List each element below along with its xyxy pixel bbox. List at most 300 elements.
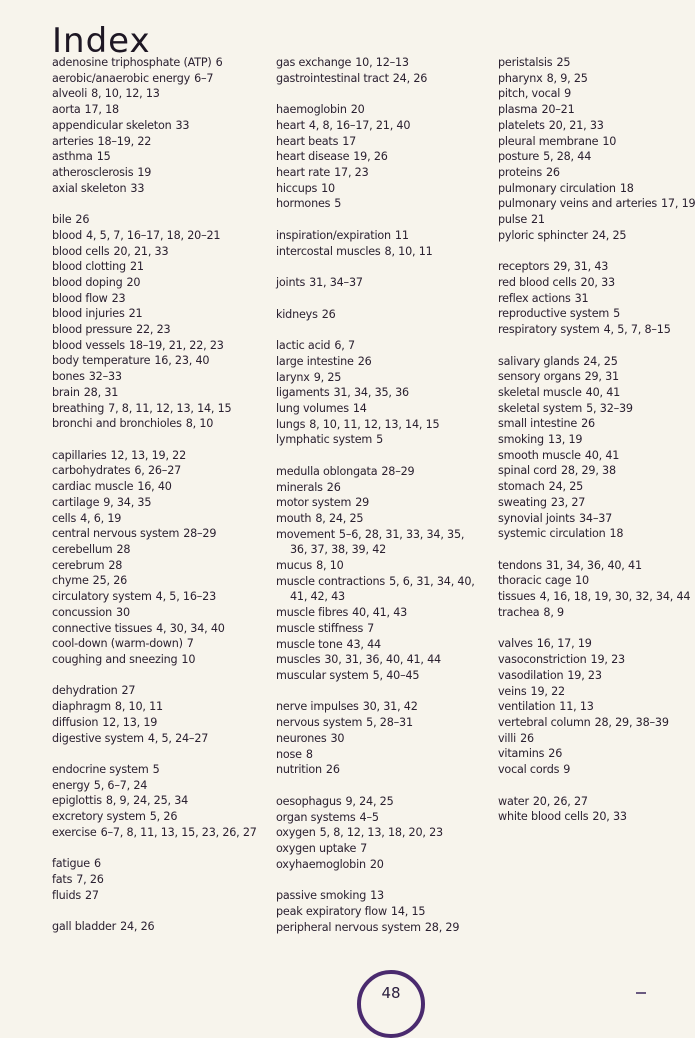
index-term: heart <box>276 118 305 132</box>
index-pages: 5, 6–7, 24 <box>93 778 148 792</box>
index-term: nose <box>276 747 302 761</box>
index-column-2 <box>276 55 506 951</box>
index-entry <box>276 149 506 165</box>
index-term: ligaments <box>276 386 330 400</box>
index-term: epiglottis <box>52 794 102 808</box>
index-entry <box>498 684 687 700</box>
index-pages: 30 <box>116 605 130 619</box>
index-pages: 6, 26–27 <box>134 464 182 478</box>
index-term: atherosclerosis <box>52 165 134 179</box>
index-pages: 20 <box>350 103 365 117</box>
index-entry <box>276 841 506 857</box>
index-entry <box>276 621 506 637</box>
index-entry <box>498 809 687 825</box>
index-entry <box>52 102 282 118</box>
index-letter-group <box>276 228 506 259</box>
index-term: bile <box>52 213 72 227</box>
index-letter-group <box>52 55 282 196</box>
index-term: circulatory system <box>52 590 152 604</box>
index-pages: 4, 5, 7, 8–15 <box>603 323 671 337</box>
index-entry <box>498 259 687 275</box>
index-entry <box>52 778 282 794</box>
index-term: peak expiratory flow <box>276 904 387 918</box>
index-term: vitamins <box>498 747 545 761</box>
index-term: thoracic cage <box>498 574 572 588</box>
index-pages: 40, 41 <box>585 385 621 399</box>
index-term: nutrition <box>276 763 322 777</box>
index-term: vasoconstriction <box>498 653 587 667</box>
index-pages: 26 <box>75 213 90 227</box>
index-pages: 5, 28–31 <box>366 716 413 730</box>
index-entry <box>52 511 282 527</box>
index-entry <box>52 86 282 102</box>
index-entry <box>52 558 282 574</box>
index-term: connective tissues <box>52 621 153 635</box>
index-term: ventilation <box>498 700 556 714</box>
index-pages: 6–7, 8, 11, 13, 15, 23, 26, 27 <box>100 825 257 839</box>
index-entry <box>498 416 687 432</box>
index-term: blood cells <box>52 244 110 258</box>
index-pages: 5 <box>334 197 342 211</box>
index-term: blood injuries <box>52 307 125 321</box>
index-term: central nervous system <box>52 527 180 541</box>
index-term: joints <box>276 276 306 290</box>
index-term: nervous system <box>276 716 363 730</box>
index-entry <box>498 196 695 212</box>
index-pages: 16, 40 <box>137 480 172 494</box>
index-pages: 30, 31, 36, 40, 41, 44 <box>324 653 441 667</box>
index-entry <box>276 244 506 260</box>
index-term: sweating <box>498 495 547 509</box>
index-pages: 8, 10, 11, 12, 13, 14, 15 <box>309 417 440 431</box>
index-entry <box>498 589 691 605</box>
index-entry <box>52 385 282 401</box>
index-pages: 27 <box>84 888 99 902</box>
index-entry <box>52 353 282 369</box>
index-pages: 30, 31, 42 <box>362 700 418 714</box>
index-entry <box>52 479 282 495</box>
index-term: blood <box>52 228 83 242</box>
index-pages: 4, 30, 34, 40 <box>156 621 225 635</box>
index-entry <box>498 636 687 652</box>
index-entry <box>498 385 687 401</box>
index-entry <box>52 809 282 825</box>
index-column-3 <box>498 55 695 841</box>
index-term: small intestine <box>498 417 578 431</box>
index-letter-group <box>276 338 506 448</box>
index-term: bronchi and bronchioles <box>52 417 182 431</box>
index-term: gas exchange <box>276 56 352 69</box>
index-entry <box>276 857 506 873</box>
index-term: pulmonary veins and arteries <box>498 197 658 211</box>
index-pages: 18 <box>609 527 624 541</box>
index-entry <box>498 715 687 731</box>
index-pages: 12, 13, 19, 22 <box>110 448 186 462</box>
index-term: vasodilation <box>498 668 564 682</box>
index-pages: 28 <box>108 558 123 572</box>
index-entry <box>52 259 282 275</box>
index-letter-group <box>276 55 506 86</box>
index-entry <box>52 448 282 464</box>
index-pages: 14 <box>352 401 367 415</box>
index-letter-group <box>52 919 282 935</box>
index-entry <box>498 275 687 291</box>
index-pages: 26 <box>581 417 595 431</box>
index-pages: 26 <box>321 307 336 321</box>
index-entry <box>498 652 687 668</box>
index-entry <box>52 401 282 417</box>
index-entry <box>52 118 282 134</box>
index-term: hiccups <box>276 181 318 195</box>
index-entry <box>276 794 506 810</box>
index-pages: 5, 28, 44 <box>543 150 592 164</box>
index-entry <box>52 793 282 809</box>
index-entry <box>276 888 506 904</box>
index-pages-continued: 41, 42, 43 <box>290 590 345 604</box>
page-title: Index <box>52 20 151 61</box>
index-letter-group <box>276 307 506 323</box>
index-term: excretory system <box>52 810 146 824</box>
index-pages: 16, 23, 40 <box>154 354 210 368</box>
index-term: blood doping <box>52 275 123 289</box>
index-entry <box>276 55 506 71</box>
index-term: villi <box>498 731 517 745</box>
index-pages: 20–21 <box>541 103 575 117</box>
index-entry <box>276 275 506 291</box>
index-term: dehydration <box>52 684 118 698</box>
index-pages: 8, 24, 25 <box>315 511 364 525</box>
index-entry <box>276 558 506 574</box>
index-term: capillaries <box>52 448 107 462</box>
index-letter-group <box>276 464 506 684</box>
index-pages: 24, 25 <box>583 354 618 368</box>
index-entry <box>276 762 506 778</box>
index-entry <box>276 511 506 527</box>
index-entry <box>498 511 687 527</box>
index-entry <box>498 102 687 118</box>
index-entry <box>276 102 506 118</box>
index-entry <box>52 762 282 778</box>
index-term: neurones <box>276 731 327 745</box>
index-term: brain <box>52 385 80 399</box>
index-term: aorta <box>52 103 81 117</box>
index-pages: 28, 29 <box>424 920 460 934</box>
index-entry <box>498 794 687 810</box>
index-entry <box>498 354 687 370</box>
index-entry <box>276 527 506 558</box>
index-entry <box>52 542 282 558</box>
index-pages: 8, 10, 11 <box>384 244 433 258</box>
index-entry <box>276 134 506 150</box>
index-pages: 8, 9, 24, 25, 34 <box>105 794 189 808</box>
index-letter-group <box>276 794 506 873</box>
index-entry <box>498 291 687 307</box>
index-entry <box>498 134 687 150</box>
index-entry <box>276 118 506 134</box>
index-term: coughing and sneezing <box>52 652 178 666</box>
index-term: carbohydrates <box>52 464 131 478</box>
index-term: exercise <box>52 825 97 839</box>
index-entry <box>276 747 506 763</box>
index-entry <box>498 369 687 385</box>
index-entry <box>52 605 282 621</box>
index-pages: 8, 10, 11 <box>114 700 163 714</box>
index-pages: 13, 19 <box>547 433 583 447</box>
index-term: mucus <box>276 559 313 573</box>
index-entry <box>52 495 282 511</box>
index-term: salivary glands <box>498 354 580 368</box>
index-pages: 28 <box>116 542 131 556</box>
index-term: systemic circulation <box>498 527 606 541</box>
index-entry <box>498 212 687 228</box>
index-pages: 43, 44 <box>346 637 381 651</box>
index-entry <box>498 181 687 197</box>
index-term: oxygen <box>276 826 316 840</box>
index-pages: 19, 26 <box>353 150 388 164</box>
index-entry <box>276 637 506 653</box>
index-term: blood flow <box>52 291 108 305</box>
index-pages: 20, 21, 33 <box>113 244 169 258</box>
index-letter-group <box>498 55 695 243</box>
index-entry <box>276 354 506 370</box>
decorative-mark <box>636 992 646 994</box>
index-term: axial skeleton <box>52 181 127 195</box>
index-entry <box>52 621 282 637</box>
index-pages: 19, 23 <box>590 653 625 667</box>
index-entry <box>52 71 282 87</box>
index-term: oesophagus <box>276 794 342 808</box>
index-entry <box>498 448 687 464</box>
index-term: water <box>498 794 529 808</box>
index-letter-group <box>498 794 687 825</box>
index-entry <box>498 401 687 417</box>
index-entry <box>498 149 687 165</box>
index-entry <box>276 385 506 401</box>
index-entry <box>498 86 687 102</box>
index-entry <box>52 888 282 904</box>
index-entry <box>52 322 282 338</box>
index-entry <box>52 149 282 165</box>
index-pages: 9 <box>564 87 572 101</box>
index-term: diaphragm <box>52 700 111 714</box>
index-entry <box>498 55 687 71</box>
index-entry <box>52 652 282 668</box>
index-pages: 9, 25 <box>313 370 342 384</box>
index-pages: 14, 15 <box>390 904 426 918</box>
index-pages: 10 <box>321 181 335 195</box>
index-term: cerebellum <box>52 542 113 556</box>
index-pages: 11 <box>394 228 409 242</box>
index-term: appendicular skeleton <box>52 118 172 132</box>
index-pages: 26 <box>548 747 563 761</box>
index-pages: 8, 10, 12, 13 <box>91 87 160 101</box>
index-entry <box>276 417 506 433</box>
index-pages: 18–19, 21, 22, 23 <box>128 338 224 352</box>
index-entry <box>498 463 687 479</box>
index-term: cardiac muscle <box>52 480 134 494</box>
index-term: muscle tone <box>276 637 343 651</box>
index-entry <box>52 573 282 589</box>
index-entry <box>498 746 687 762</box>
index-entry <box>498 306 687 322</box>
index-term: plasma <box>498 103 538 117</box>
index-entry <box>52 244 282 260</box>
index-term: bones <box>52 370 85 384</box>
index-pages: 26 <box>325 763 340 777</box>
index-term: vertebral column <box>498 715 591 729</box>
index-pages: 4, 16, 18, 19, 30, 32, 34, 44 <box>539 590 691 604</box>
index-term: muscle fibres <box>276 606 349 620</box>
index-pages: 4, 6, 19 <box>80 511 122 525</box>
index-term: trachea <box>498 605 540 619</box>
index-pages: 20, 33 <box>580 275 615 289</box>
index-pages: 7 <box>186 637 194 651</box>
index-term: body temperature <box>52 354 151 368</box>
index-pages: 32–33 <box>88 370 122 384</box>
index-entry <box>276 731 506 747</box>
index-entry <box>498 118 687 134</box>
index-term: fats <box>52 873 73 887</box>
index-entry <box>52 306 282 322</box>
index-entry <box>52 526 282 542</box>
index-entry <box>276 480 506 496</box>
index-entry <box>498 573 687 589</box>
index-pages: 20, 21, 33 <box>548 118 604 132</box>
index-term: smooth muscle <box>498 448 581 462</box>
index-letter-group <box>276 275 506 291</box>
index-pages: 26 <box>357 354 372 368</box>
index-pages: 10 <box>181 652 196 666</box>
index-pages: 18–19, 22 <box>97 134 152 148</box>
index-entry <box>276 196 506 212</box>
index-term: organ systems <box>276 810 356 824</box>
index-term: inspiration/expiration <box>276 228 391 242</box>
index-term: diffusion <box>52 715 99 729</box>
index-pages: 26 <box>520 731 534 745</box>
index-term: cerebrum <box>52 558 105 572</box>
index-pages: 40, 41 <box>584 448 620 462</box>
index-pages: 5, 32–39 <box>586 401 633 415</box>
index-pages: 9, 34, 35 <box>103 495 152 509</box>
index-letter-group <box>52 683 282 746</box>
index-pages: 24, 26 <box>120 920 155 934</box>
index-pages: 20, 26, 27 <box>532 794 588 808</box>
index-term: pleural membrane <box>498 134 599 148</box>
index-term: oxygen uptake <box>276 841 357 855</box>
index-pages: 6, 7 <box>334 339 355 353</box>
index-entry <box>498 526 687 542</box>
index-entry <box>276 920 506 936</box>
index-term: medulla oblongata <box>276 464 378 478</box>
index-pages: 25, 26 <box>92 574 128 588</box>
index-letter-group <box>276 888 506 935</box>
index-entry <box>498 495 687 511</box>
index-pages: 4, 5, 24–27 <box>147 731 209 745</box>
index-pages: 5, 6, 31, 34, 40, <box>389 574 475 588</box>
index-entry <box>52 212 282 228</box>
index-term: skeletal system <box>498 401 583 415</box>
index-term: cells <box>52 511 77 525</box>
index-column-1 <box>52 55 282 951</box>
index-term: valves <box>498 637 533 651</box>
index-term: aerobic/anaerobic energy <box>52 71 191 85</box>
page-number: 48 <box>381 984 401 1002</box>
index-pages: 31 <box>574 291 589 305</box>
index-pages: 25 <box>556 56 571 69</box>
index-term: pharynx <box>498 71 543 85</box>
index-pages: 7 <box>367 621 375 635</box>
index-term: peristalsis <box>498 56 553 69</box>
index-pages: 4, 8, 16–17, 21, 40 <box>308 118 411 132</box>
index-entry <box>276 495 506 511</box>
index-pages: 28, 29, 38–39 <box>594 715 669 729</box>
index-entry <box>52 181 282 197</box>
index-pages: 17, 19 <box>661 197 695 211</box>
index-term: endocrine system <box>52 763 149 777</box>
index-term: motor system <box>276 496 352 510</box>
index-entry <box>52 872 282 888</box>
index-pages: 7, 8, 11, 12, 13, 14, 15 <box>108 401 232 415</box>
index-term: proteins <box>498 165 542 179</box>
index-pages: 11, 13 <box>559 700 594 714</box>
index-pages: 28–29 <box>183 527 217 541</box>
index-entry <box>276 652 506 668</box>
index-term: respiratory system <box>498 323 600 337</box>
index-pages: 30 <box>330 731 345 745</box>
index-term: hormones <box>276 197 331 211</box>
index-pages: 24, 25 <box>548 480 584 494</box>
index-entry <box>52 463 282 479</box>
index-pages: 10 <box>575 574 589 588</box>
index-entry <box>276 338 506 354</box>
index-entry <box>52 291 282 307</box>
index-term: muscle stiffness <box>276 621 364 635</box>
index-letter-group <box>52 212 282 432</box>
index-pages: 5, 26 <box>149 810 178 824</box>
index-pages: 19, 23 <box>567 668 602 682</box>
index-pages: 8, 10 <box>316 559 344 573</box>
index-pages: 13 <box>370 889 384 903</box>
index-pages: 29, 31 <box>584 370 619 384</box>
index-term: gastrointestinal tract <box>276 71 389 85</box>
index-letter-group <box>498 259 687 338</box>
index-pages: 20, 33 <box>592 810 627 824</box>
index-term: fatigue <box>52 857 90 871</box>
index-letter-group <box>276 699 506 778</box>
index-pages: 20 <box>126 275 141 289</box>
index-entry <box>276 228 506 244</box>
index-entry <box>498 731 687 747</box>
index-term: receptors <box>498 260 550 274</box>
index-pages: 19 <box>137 165 152 179</box>
index-letter-group <box>276 102 506 212</box>
index-entry <box>52 715 282 731</box>
index-pages: 5, 40–45 <box>372 668 420 682</box>
index-pages: 9 <box>563 763 571 777</box>
index-term: heart rate <box>276 166 331 180</box>
index-entry <box>276 810 506 826</box>
index-entry <box>498 228 687 244</box>
index-pages: 21 <box>129 260 144 274</box>
index-term: arteries <box>52 134 94 148</box>
index-entry <box>52 55 282 71</box>
index-term: heart beats <box>276 134 339 148</box>
index-pages: 31, 34, 35, 36 <box>333 386 409 400</box>
index-term: movement <box>276 527 335 541</box>
index-entry <box>276 307 506 323</box>
index-term: pulse <box>498 213 528 227</box>
index-pages: 17 <box>342 134 357 148</box>
